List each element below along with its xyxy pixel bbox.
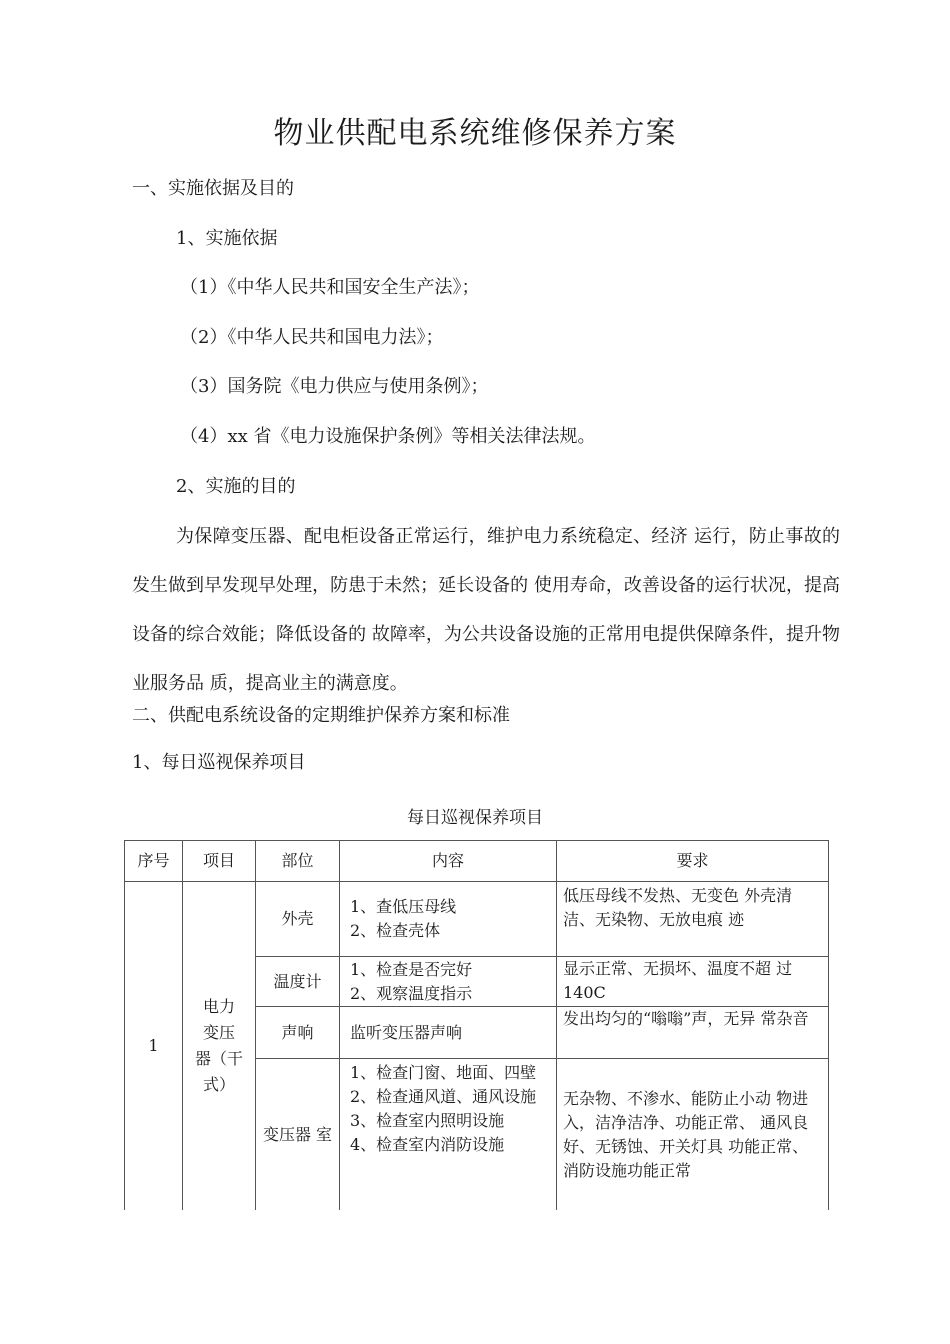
section-2-heading: 二、供配电系统设备的定期维护保养方案和标准 xyxy=(132,705,510,726)
document-title: 物业供配电系统维修保养方案 xyxy=(273,116,677,151)
header-part: 部位 xyxy=(256,841,340,882)
table-row xyxy=(125,882,829,957)
subsection-purpose-heading: 2、实施的目的 xyxy=(176,476,296,497)
section-1-heading: 一、实施依据及目的 xyxy=(132,178,294,199)
requirement-cell: 无杂物、不渗水、能防止小动 物进入，洁净洁净、功能正常、 通风良好、无锈蚀、开关灯具 功能正常、消防设施功能正常 xyxy=(557,1059,829,1211)
part-cell: 温度计 xyxy=(256,957,340,1007)
content-line: 2、检查通风道、通风设施 xyxy=(350,1087,537,1106)
basis-item-3: （3）国务院《电力供应与使用条例》； xyxy=(180,376,489,397)
content-cell xyxy=(340,957,557,1007)
table-header-row xyxy=(125,841,829,882)
content-line: 2、检查壳体 xyxy=(350,921,441,940)
content-line: 4、检查室内消防设施 xyxy=(350,1135,505,1154)
content-cell xyxy=(340,1007,557,1059)
item-cell: 电力 变压 器（干式） xyxy=(183,882,256,1211)
header-content: 内容 xyxy=(340,841,557,882)
content-line: 2、观察温度指示 xyxy=(350,983,473,1003)
row-number-cell: 1 xyxy=(125,882,183,1211)
basis-item-4: （4）xx 省《电力设施保护条例》等相关法律法规。 xyxy=(180,426,596,447)
basis-item-1: （1）《中华人民共和国安全生产法》； xyxy=(180,277,480,298)
basis-item-2: （2）《中华人民共和国电力法》； xyxy=(180,327,444,348)
requirement-cell: 低压母线不发热、无变色 外壳清洁、无染物、无放电痕 迹 xyxy=(557,882,829,957)
header-no: 序号 xyxy=(125,841,183,882)
requirement-cell: 发出均匀的“嗡嗡”声，无异 常杂音 xyxy=(557,1007,829,1059)
content-line: 1、检查门窗、地面、四壁 xyxy=(350,1063,537,1082)
part-cell: 声响 xyxy=(256,1007,340,1059)
content-line: 监听变压器声响 xyxy=(350,1022,463,1042)
table-caption: 每日巡视保养项目 xyxy=(407,808,543,828)
header-requirement: 要求 xyxy=(557,841,829,882)
content-line: 1、查低压母线 xyxy=(350,897,457,916)
content-cell xyxy=(340,1059,557,1211)
part-cell: 外壳 xyxy=(256,882,340,957)
subsection-basis-heading: 1、实施依据 xyxy=(176,228,278,249)
header-item: 项目 xyxy=(183,841,256,882)
purpose-paragraph: 为保障变压器、配电柜设备正常运行，维护电力系统稳定、经济 运行，防止事故的发生做到早发现早处理，防患于未然；延长设备的 使用寿命，改善设备的运行状况，提高设备的综合效能；降低设备的 故障率，为公共设备设施的正常用电提供保障条件，提升物业服务品 质，提高业主的满意度。 xyxy=(132,526,840,694)
page-bottom-margin xyxy=(0,1210,950,1344)
part-cell: 变压器 室 xyxy=(256,1059,340,1211)
requirement-cell: 显示正常、无损坏、温度不超 过 140C xyxy=(557,957,829,1007)
daily-inspection-table xyxy=(124,840,829,1211)
subsection-daily-heading: 1、每日巡视保养项目 xyxy=(132,752,306,773)
content-line: 1、检查是否完好 xyxy=(350,959,473,979)
content-line: 3、检查室内照明设施 xyxy=(350,1111,505,1130)
content-cell xyxy=(340,882,557,957)
